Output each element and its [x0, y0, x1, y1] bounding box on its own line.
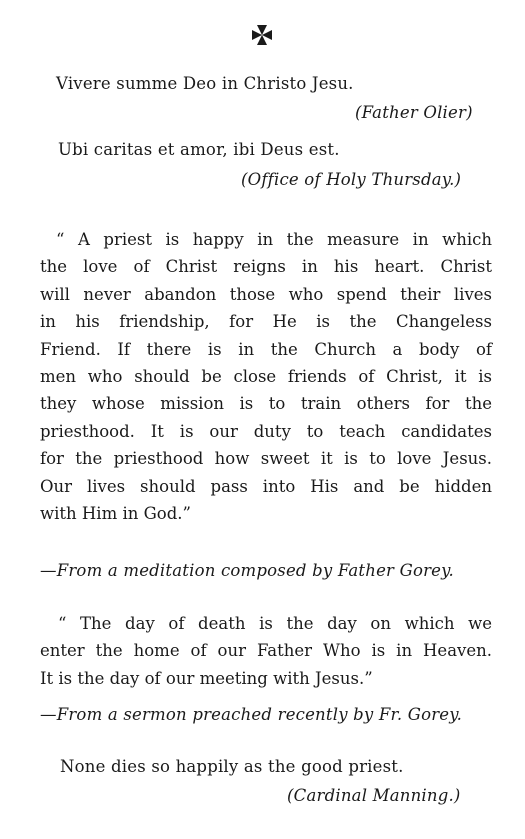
text-line: in his friendship, for He is the Changeless	[40, 312, 492, 332]
text-line: the love of Christ reigns in his heart. Christ	[40, 257, 492, 277]
text-line: priesthood. It is our duty to teach candidates	[40, 421, 492, 441]
source-cardinal-manning: (Cardinal Manning.)	[287, 786, 461, 805]
text-line: Our lives should pass into His and be hidden	[40, 476, 492, 496]
text-line: they whose mission is to train others for the	[40, 394, 492, 414]
text-line: men who should be close friends of Christ, it is	[40, 367, 492, 387]
text-line: It is the day of our meeting with Jesus.”	[40, 668, 373, 688]
text-line: will never abandon those who spend their lives	[40, 284, 492, 304]
text-line: Friend. If there is in the Church a body of	[40, 339, 492, 359]
maltese-cross-icon	[251, 24, 273, 46]
text-line: with Him in God.”	[40, 504, 191, 524]
source-gorey-meditation: —From a meditation composed by Father Gorey.	[40, 561, 454, 580]
quote-gorey-sermon	[40, 610, 492, 692]
source-holy-thursday: (Office of Holy Thursday.)	[241, 170, 462, 189]
text-line: “ The day of death is the day on which we	[58, 614, 492, 633]
text-line: enter the home of our Father Who is in Heaven.	[40, 641, 492, 661]
source-father-olier: (Father Olier)	[355, 103, 473, 122]
source-gorey-sermon: —From a sermon preached recently by Fr. Gorey.	[40, 705, 463, 724]
text-line: “ A priest is happy in the measure in which	[56, 230, 492, 249]
quote-latin-olier: Vivere summe Deo in Christo Jesu.	[56, 74, 354, 93]
quote-latin-ubi-caritas: Ubi caritas et amor, ibi Deus est.	[58, 140, 340, 159]
quote-gorey-meditation	[40, 226, 492, 527]
quote-cardinal-manning: None dies so happily as the good priest.	[60, 757, 404, 776]
text-line: for the priesthood how sweet it is to love Jesus.	[40, 449, 492, 469]
